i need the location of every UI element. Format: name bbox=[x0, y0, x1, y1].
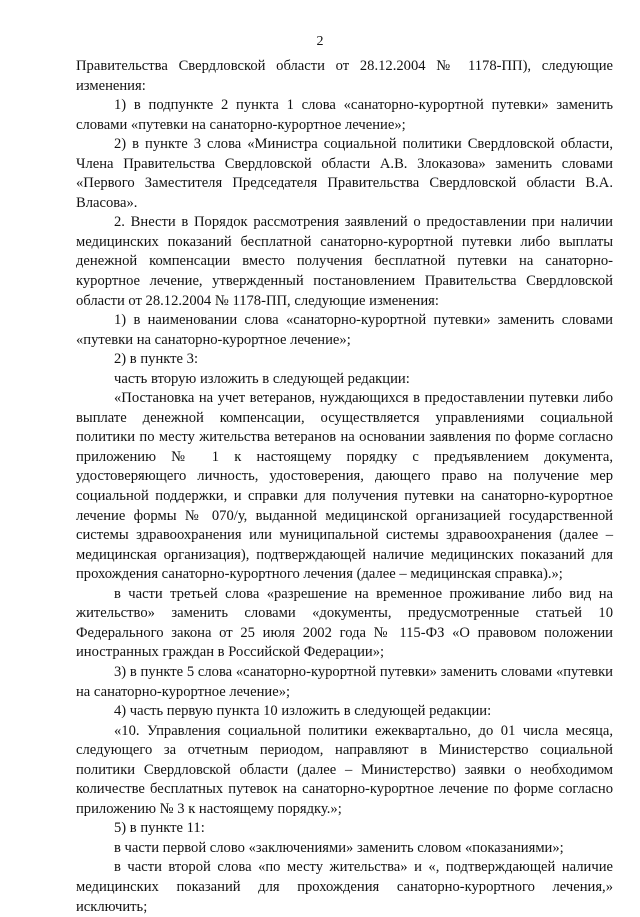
paragraph: 1) в подпункте 2 пункта 1 слова «санаторно-курортной путевки» заменить словами «путевки на санаторно-курортное лечение»; bbox=[76, 97, 613, 133]
paragraph: 1) в наименовании слова «санаторно-курортной путевки» заменить словами «путевки на санаторно-курортное лечение»; bbox=[76, 312, 613, 348]
paragraph: часть вторую изложить в следующей редакции: bbox=[114, 370, 410, 387]
paragraph: 2. Внести в Порядок рассмотрения заявлений о предоставлении при наличии медицинских показаний бесплатной санаторно-курортной путевки либо выплаты денежной компенсации вместо получения бесплатной путевки на санаторно-курортное лечение, утвержденный постановлением Правительства Свердловской области от 28.12.2004 № 1178-ПП, следующие изменения: bbox=[76, 214, 613, 309]
paragraph: в части третьей слова «разрешение на временное проживание либо вид на жительство» заменить словами «документы, предусмотренные статьей 10 Федерального закона от 25 июля 2002 года № 115-ФЗ «О правовом положении иностранных граждан в Российской Федерации»; bbox=[76, 585, 613, 661]
paragraph: в части второй слова «по месту жительства» и «, подтверждающей наличие медицинских показаний для прохождения санаторно-курортного лечения,» исключить; bbox=[76, 859, 613, 915]
document-body bbox=[76, 57, 613, 917]
paragraph: 5) в пункте 11: bbox=[114, 820, 205, 837]
paragraph: 4) часть первую пункта 10 изложить в следующей редакции: bbox=[114, 703, 492, 720]
page-number: 2 bbox=[316, 34, 324, 49]
paragraph: «10. Управления социальной политики ежеквартально, до 01 числа месяца, следующего за отчетным периодом, направляют в Министерство социальной политики Свердловской области (далее – Министерство) заявки о необходимом количестве бесплатных путевок на санаторно-курортное лечение по форме согласно приложению № 3 к настоящему порядку.»; bbox=[76, 722, 613, 817]
paragraph: 2) в пункте 3 слова «Министра социальной политики Свердловской области, Члена Правительства Свердловской области А.В. Злоказова» заменить словами «Первого Заместителя Председателя Правительства Свердловской области В.А. Власова». bbox=[76, 136, 613, 211]
paragraph: 2) в пункте 3: bbox=[114, 351, 199, 368]
paragraph: Правительства Свердловской области от 28.12.2004 № 1178-ПП), следующие изменения: bbox=[76, 58, 613, 94]
paragraph: «Постановка на учет ветеранов, нуждающихся в предоставлении путевки либо выплате денежной компенсации, осуществляется управлениями социальной политики по месту жительства ветеранов на основании заявления по форме согласно приложению № 1 к настоящему порядку с предъявлением документа, удостоверяющего личность, удостоверения, дающего право на получение мер социальной поддержки, и справки для получения путевки на санаторно-курортное лечение формы № 070/у, выданной медицинской организацией государственной системы здравоохранения или муниципальной системы здравоохранения (далее – медицинская организация), подтверждающей наличие медицинских показаний для прохождения санаторно-курортного лечения (далее – медицинская справка).»; bbox=[76, 390, 613, 583]
paragraph: в части первой слово «заключениями» заменить словом «показаниями»; bbox=[114, 839, 564, 856]
paragraph: 3) в пункте 5 слова «санаторно-курортной путевки» заменить словами «путевки на санаторно-курортное лечение»; bbox=[76, 663, 613, 700]
